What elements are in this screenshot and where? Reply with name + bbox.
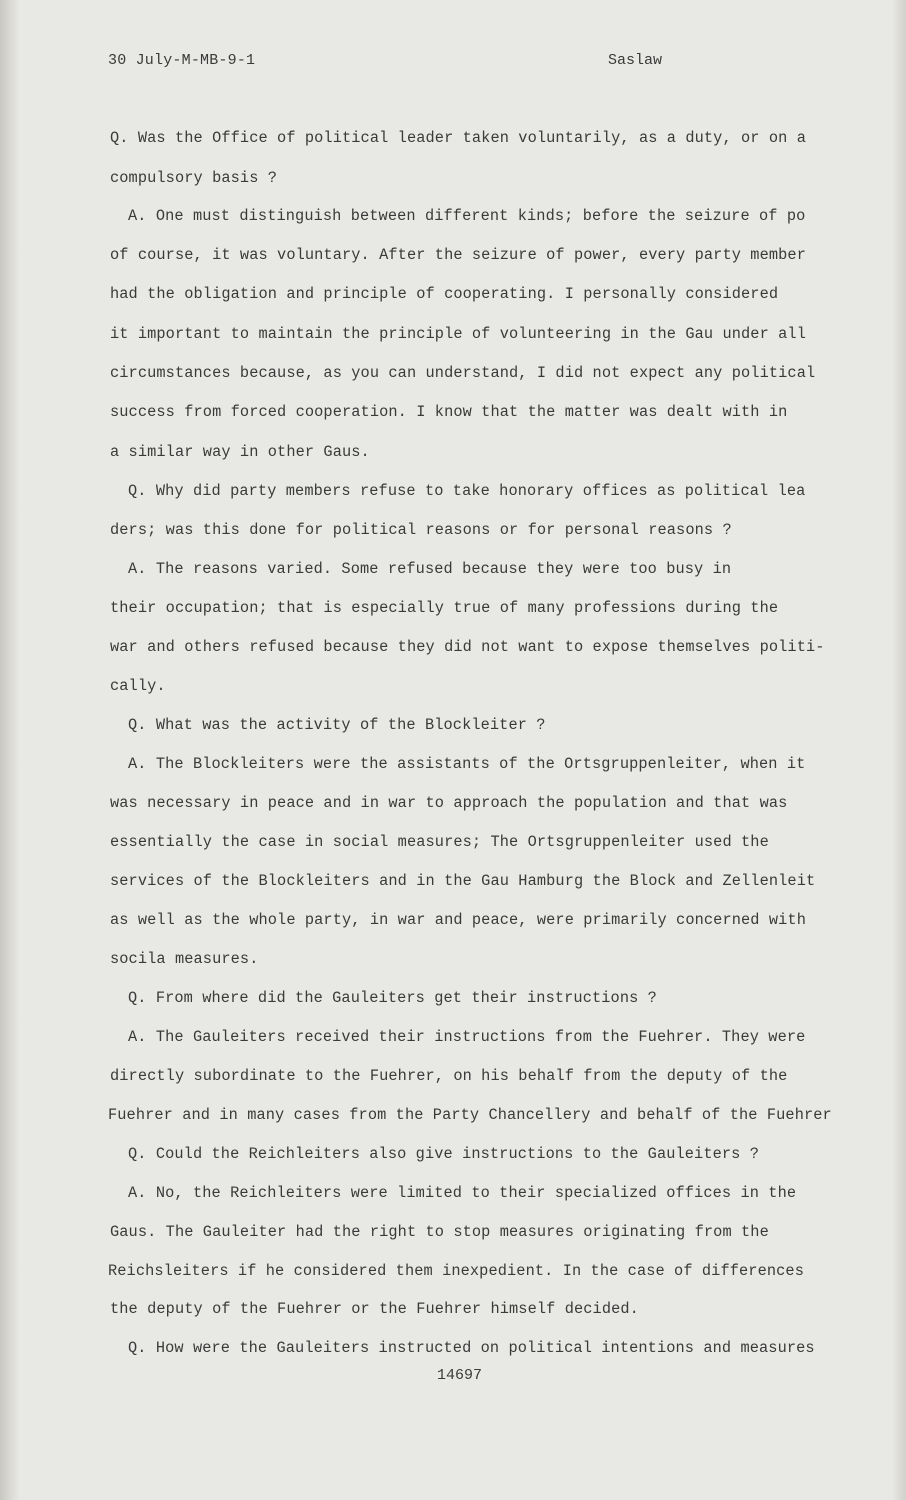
text-line: Q. Was the Office of political leader taken voluntarily, as a duty, or on a: [110, 129, 806, 147]
text-line: as well as the whole party, in war and peace, were primarily concerned with: [110, 911, 806, 929]
document-reference: 30 July-M-MB-9-1: [108, 52, 256, 69]
text-line: A. The reasons varied. Some refused because they were too busy in: [128, 560, 732, 578]
text-line: compulsory basis ?: [110, 169, 278, 187]
text-line: a similar way in other Gaus.: [110, 443, 370, 461]
text-line: A. No, the Reichleiters were limited to their specialized offices in the: [128, 1184, 797, 1202]
page-number: 14697: [437, 1367, 483, 1384]
text-line: Q. From where did the Gauleiters get their instructions ?: [128, 989, 657, 1007]
text-line: had the obligation and principle of cooperating. I personally considered: [110, 285, 779, 303]
text-line: A. The Blockleiters were the assistants of the Ortsgruppenleiter, when it: [128, 755, 806, 773]
paper-right-edge: [892, 0, 906, 1500]
text-line: of course, it was voluntary. After the seizure of power, every party member: [110, 246, 806, 264]
text-line: services of the Blockleiters and in the Gau Hamburg the Block and Zellenleit: [110, 872, 816, 890]
text-line: A. The Gauleiters received their instructions from the Fuehrer. They were: [128, 1028, 806, 1046]
text-line: Q. Could the Reichleiters also give instructions to the Gauleiters ?: [128, 1145, 760, 1163]
text-line: war and others refused because they did not want to expose themselves politi-: [110, 638, 825, 656]
text-line: Q. What was the activity of the Blockleiter ?: [128, 716, 546, 734]
text-line: ders; was this done for political reasons or for personal reasons ?: [110, 521, 732, 539]
text-line: it important to maintain the principle of volunteering in the Gau under all: [110, 325, 806, 343]
text-line: was necessary in peace and in war to approach the population and that was: [110, 794, 788, 812]
text-line: Q. Why did party members refuse to take honorary offices as political lea: [128, 482, 806, 500]
paper-left-edge: [0, 0, 20, 1500]
text-line: A. One must distinguish between different kinds; before the seizure of po: [128, 207, 806, 225]
text-line: essentially the case in social measures; The Ortsgruppenleiter used the: [110, 833, 769, 851]
text-line: their occupation; that is especially true of many professions during the: [110, 599, 779, 617]
text-line: success from forced cooperation. I know that the matter was dealt with in: [110, 403, 788, 421]
text-line: Fuehrer and in many cases from the Party Chancellery and behalf of the Fuehrer: [108, 1106, 832, 1124]
text-line: circumstances because, as you can understand, I did not expect any political: [110, 364, 816, 382]
text-line: the deputy of the Fuehrer or the Fuehrer himself decided.: [110, 1300, 639, 1318]
text-line: Reichsleiters if he considered them inexpedient. In the case of differences: [108, 1262, 804, 1280]
witness-name: Saslaw: [608, 52, 663, 69]
text-line: cally.: [110, 677, 166, 695]
text-line: Q. How were the Gauleiters instructed on political intentions and measures: [128, 1339, 815, 1357]
text-line: socila measures.: [110, 950, 259, 968]
text-line: Gaus. The Gauleiter had the right to stop measures originating from the: [110, 1223, 769, 1241]
text-line: directly subordinate to the Fuehrer, on his behalf from the deputy of the: [110, 1067, 788, 1085]
